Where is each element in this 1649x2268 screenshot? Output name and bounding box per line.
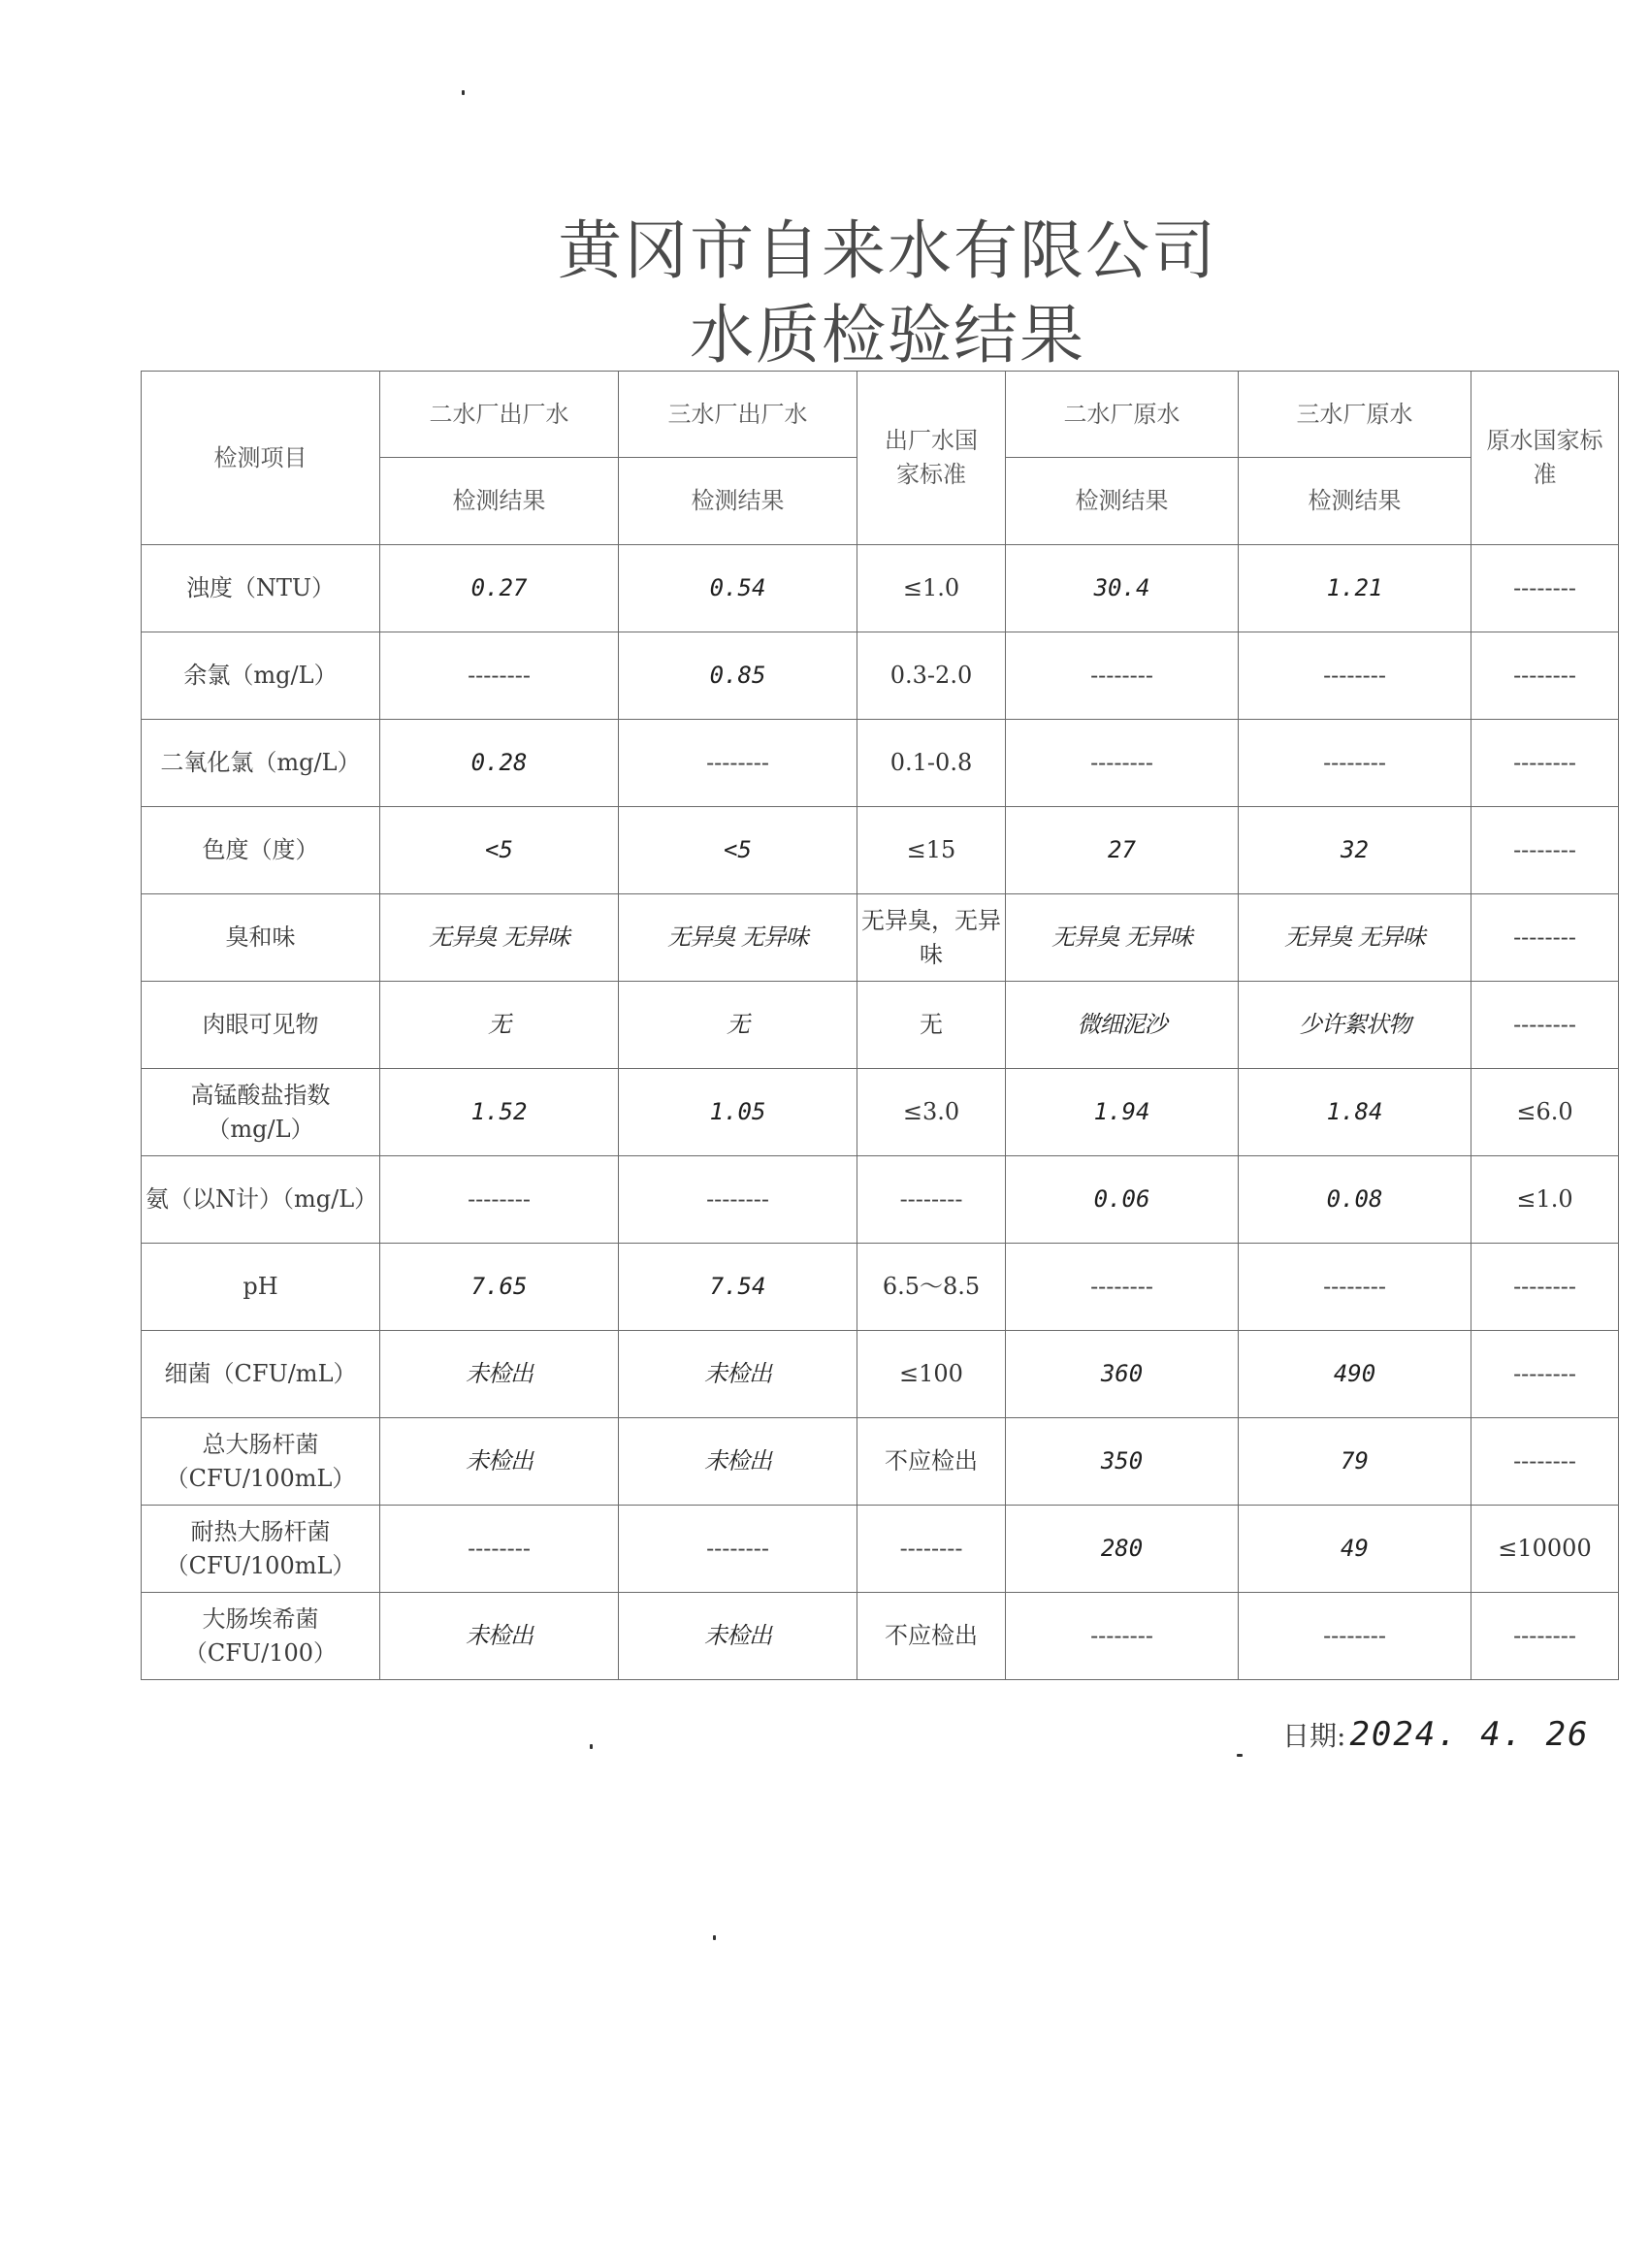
cell-plant2-out: 0.27 bbox=[380, 545, 619, 632]
cell-plant3-out: 7.54 bbox=[619, 1244, 857, 1331]
cell-plant2-out: 无 bbox=[380, 982, 619, 1069]
cell-out-standard: 0.1-0.8 bbox=[857, 720, 1006, 807]
cell-plant3-raw: 32 bbox=[1239, 807, 1471, 894]
cell-out-standard: 不应检出 bbox=[857, 1593, 1006, 1680]
cell-item: 高锰酸盐指数（mg/L） bbox=[142, 1069, 380, 1156]
cell-plant3-raw: -------- bbox=[1239, 632, 1471, 720]
cell-out-standard: 不应检出 bbox=[857, 1418, 1006, 1506]
cell-item: 大肠埃希菌（CFU/100） bbox=[142, 1593, 380, 1680]
cell-raw-standard: ≤1.0 bbox=[1471, 1156, 1619, 1244]
table-row bbox=[142, 632, 1619, 720]
cell-plant3-raw: 无异臭 无异味 bbox=[1239, 894, 1471, 982]
cell-plant2-raw: -------- bbox=[1006, 720, 1239, 807]
table-row bbox=[142, 545, 1619, 632]
header-item: 检测项目 bbox=[142, 372, 380, 545]
cell-plant2-out: 7.65 bbox=[380, 1244, 619, 1331]
scan-speck bbox=[1237, 1754, 1243, 1757]
cell-plant3-raw: -------- bbox=[1239, 1244, 1471, 1331]
report-title: 水质检验结果 bbox=[690, 298, 1085, 373]
cell-plant2-out: 无异臭 无异味 bbox=[380, 894, 619, 982]
cell-out-standard: 0.3-2.0 bbox=[857, 632, 1006, 720]
cell-plant2-raw: 微细泥沙 bbox=[1006, 982, 1239, 1069]
cell-plant3-out: 无异臭 无异味 bbox=[619, 894, 857, 982]
cell-plant3-out: 0.85 bbox=[619, 632, 857, 720]
header-plant2-raw: 二水厂原水 bbox=[1006, 372, 1239, 458]
cell-out-standard: -------- bbox=[857, 1506, 1006, 1593]
cell-plant2-raw: 无异臭 无异味 bbox=[1006, 894, 1239, 982]
cell-item: 臭和味 bbox=[142, 894, 380, 982]
cell-item: 浊度（NTU） bbox=[142, 545, 380, 632]
cell-raw-standard: -------- bbox=[1471, 1331, 1619, 1418]
table-row bbox=[142, 720, 1619, 807]
table-row bbox=[142, 807, 1619, 894]
cell-plant2-raw: -------- bbox=[1006, 1244, 1239, 1331]
cell-raw-standard: -------- bbox=[1471, 982, 1619, 1069]
cell-raw-standard: -------- bbox=[1471, 632, 1619, 720]
cell-plant2-out: 未检出 bbox=[380, 1418, 619, 1506]
cell-out-standard: ≤3.0 bbox=[857, 1069, 1006, 1156]
cell-out-standard: 6.5～8.5 bbox=[857, 1244, 1006, 1331]
cell-plant2-out: 未检出 bbox=[380, 1593, 619, 1680]
header-raw-standard: 原水国家标准 bbox=[1471, 372, 1619, 545]
table-row bbox=[142, 982, 1619, 1069]
cell-raw-standard: -------- bbox=[1471, 720, 1619, 807]
cell-out-standard: -------- bbox=[857, 1156, 1006, 1244]
subheader-result: 检测结果 bbox=[380, 458, 619, 545]
cell-out-standard: 无 bbox=[857, 982, 1006, 1069]
cell-plant2-raw: 1.94 bbox=[1006, 1069, 1239, 1156]
table-row bbox=[142, 1156, 1619, 1244]
cell-plant3-out: -------- bbox=[619, 1506, 857, 1593]
cell-item: 总大肠杆菌（CFU/100mL） bbox=[142, 1418, 380, 1506]
subheader-result: 检测结果 bbox=[1239, 458, 1471, 545]
cell-out-standard: ≤15 bbox=[857, 807, 1006, 894]
cell-plant2-out: -------- bbox=[380, 1156, 619, 1244]
table-row bbox=[142, 1069, 1619, 1156]
cell-item: 色度（度） bbox=[142, 807, 380, 894]
cell-out-standard: 无异臭，无异味 bbox=[857, 894, 1006, 982]
cell-plant2-raw: -------- bbox=[1006, 1593, 1239, 1680]
header-plant3-raw: 三水厂原水 bbox=[1239, 372, 1471, 458]
scan-speck bbox=[590, 1744, 593, 1749]
cell-raw-standard: -------- bbox=[1471, 894, 1619, 982]
cell-raw-standard: -------- bbox=[1471, 807, 1619, 894]
cell-plant3-raw: -------- bbox=[1239, 720, 1471, 807]
cell-plant3-out: -------- bbox=[619, 1156, 857, 1244]
cell-plant3-raw: 79 bbox=[1239, 1418, 1471, 1506]
cell-plant2-out: 未检出 bbox=[380, 1331, 619, 1418]
cell-plant3-raw: 1.84 bbox=[1239, 1069, 1471, 1156]
cell-plant2-out: 0.28 bbox=[380, 720, 619, 807]
cell-plant2-raw: 280 bbox=[1006, 1506, 1239, 1593]
cell-plant2-out: 1.52 bbox=[380, 1069, 619, 1156]
cell-out-standard: ≤1.0 bbox=[857, 545, 1006, 632]
cell-raw-standard: ≤10000 bbox=[1471, 1506, 1619, 1593]
cell-plant3-raw: -------- bbox=[1239, 1593, 1471, 1680]
cell-item: 二氧化氯（mg/L） bbox=[142, 720, 380, 807]
cell-plant2-raw: 360 bbox=[1006, 1331, 1239, 1418]
table-row bbox=[142, 894, 1619, 982]
cell-plant2-raw: 0.06 bbox=[1006, 1156, 1239, 1244]
cell-plant3-out: -------- bbox=[619, 720, 857, 807]
header-plant2-out: 二水厂出厂水 bbox=[380, 372, 619, 458]
report-date bbox=[1282, 1715, 1590, 1754]
header-plant3-out: 三水厂出厂水 bbox=[619, 372, 857, 458]
cell-raw-standard: -------- bbox=[1471, 1418, 1619, 1506]
cell-plant2-raw: 350 bbox=[1006, 1418, 1239, 1506]
cell-plant2-out: <5 bbox=[380, 807, 619, 894]
cell-plant2-raw: 27 bbox=[1006, 807, 1239, 894]
cell-item: 耐热大肠杆菌（CFU/100mL） bbox=[142, 1506, 380, 1593]
cell-plant3-out: 0.54 bbox=[619, 545, 857, 632]
header-out-standard: 出厂水国家标准 bbox=[857, 372, 1006, 545]
cell-plant3-out: <5 bbox=[619, 807, 857, 894]
cell-raw-standard: ≤6.0 bbox=[1471, 1069, 1619, 1156]
table-row bbox=[142, 1244, 1619, 1331]
cell-item: 余氯（mg/L） bbox=[142, 632, 380, 720]
cell-plant2-raw: -------- bbox=[1006, 632, 1239, 720]
cell-plant3-raw: 1.21 bbox=[1239, 545, 1471, 632]
cell-plant3-raw: 490 bbox=[1239, 1331, 1471, 1418]
cell-plant3-out: 1.05 bbox=[619, 1069, 857, 1156]
date-value: 2024. 4. 26 bbox=[1349, 1715, 1590, 1754]
cell-item: 氨（以N计）（mg/L） bbox=[142, 1156, 380, 1244]
scan-speck bbox=[462, 90, 465, 95]
cell-plant3-raw: 少许絮状物 bbox=[1239, 982, 1471, 1069]
cell-item: 肉眼可见物 bbox=[142, 982, 380, 1069]
scan-speck bbox=[713, 1935, 716, 1940]
subheader-result: 检测结果 bbox=[1006, 458, 1239, 545]
cell-item: 细菌（CFU/mL） bbox=[142, 1331, 380, 1418]
water-quality-table bbox=[141, 371, 1619, 1680]
cell-plant2-out: -------- bbox=[380, 632, 619, 720]
cell-raw-standard: -------- bbox=[1471, 1244, 1619, 1331]
subheader-result: 检测结果 bbox=[619, 458, 857, 545]
table-row bbox=[142, 1506, 1619, 1593]
cell-raw-standard: -------- bbox=[1471, 1593, 1619, 1680]
cell-plant3-out: 未检出 bbox=[619, 1593, 857, 1680]
cell-plant3-out: 无 bbox=[619, 982, 857, 1069]
cell-plant2-out: -------- bbox=[380, 1506, 619, 1593]
cell-out-standard: ≤100 bbox=[857, 1331, 1006, 1418]
cell-raw-standard: -------- bbox=[1471, 545, 1619, 632]
table-row bbox=[142, 1331, 1619, 1418]
table-header-row bbox=[142, 372, 1619, 458]
cell-item: pH bbox=[142, 1244, 380, 1331]
date-label: 日期: bbox=[1282, 1720, 1346, 1752]
cell-plant3-out: 未检出 bbox=[619, 1418, 857, 1506]
table-row bbox=[142, 1593, 1619, 1680]
cell-plant3-out: 未检出 bbox=[619, 1331, 857, 1418]
table-row bbox=[142, 1418, 1619, 1506]
cell-plant2-raw: 30.4 bbox=[1006, 545, 1239, 632]
cell-plant3-raw: 0.08 bbox=[1239, 1156, 1471, 1244]
company-title: 黄冈市自来水有限公司 bbox=[558, 213, 1217, 288]
cell-plant3-raw: 49 bbox=[1239, 1506, 1471, 1593]
